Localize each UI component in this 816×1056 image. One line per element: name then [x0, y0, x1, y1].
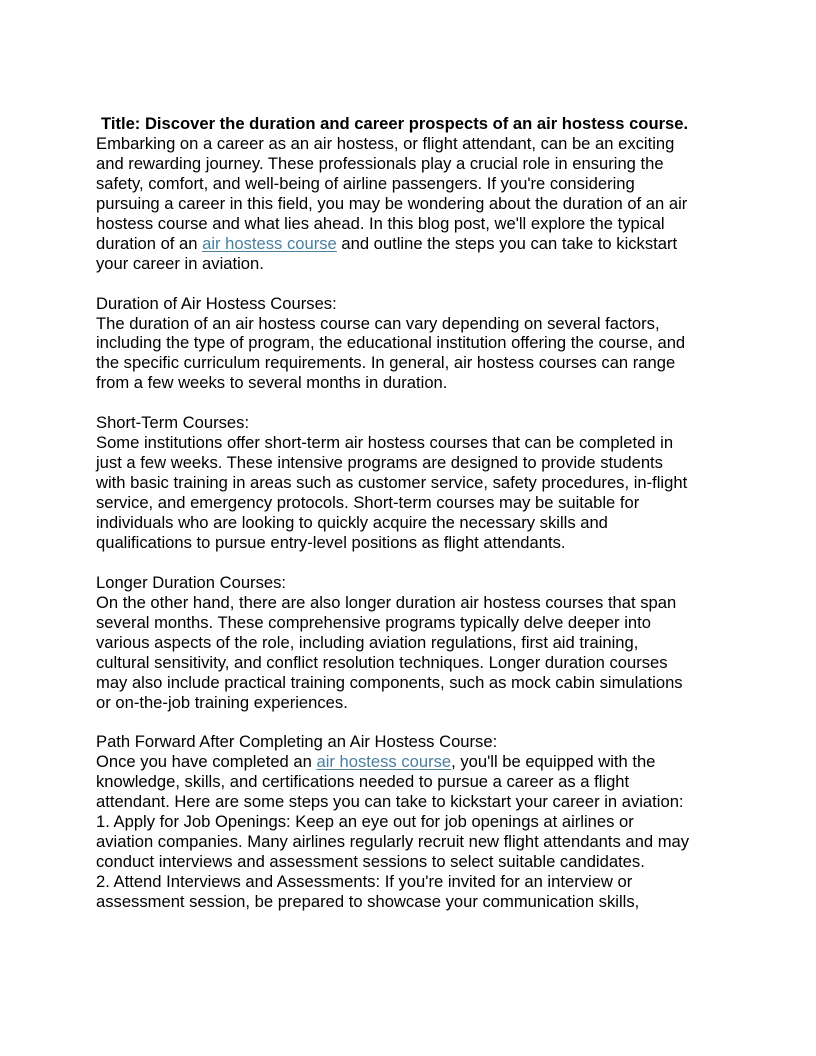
- section-heading: Duration of Air Hostess Courses:: [96, 293, 337, 313]
- section-heading: Short-Term Courses:: [96, 413, 250, 433]
- paragraph-line: On the other hand, there are also longer duration air hostess courses that span: [96, 592, 677, 612]
- text-segment: and outline the steps you can take to kickstart: [336, 233, 678, 253]
- text-segment: Once you have completed an: [96, 752, 317, 772]
- longer-duration-section: [96, 573, 726, 713]
- paragraph-line-with-link: [96, 752, 726, 772]
- text-segment: duration of an: [96, 233, 203, 253]
- paragraph-line: qualifications to pursue entry-level positions as flight attendants.: [96, 532, 566, 552]
- paragraph-line: attendant. Here are some steps you can take to kickstart your career in aviation:: [96, 792, 684, 812]
- paragraph-line: your career in aviation.: [96, 253, 264, 273]
- paragraph-line: several months. These comprehensive programs typically delve deeper into: [96, 612, 651, 632]
- paragraph-line: or on-the-job training experiences.: [96, 692, 348, 712]
- spacer: [96, 393, 726, 413]
- paragraph-line: various aspects of the role, including aviation regulations, first aid training,: [96, 632, 639, 652]
- paragraph-line: 2. Attend Interviews and Assessments: If you're invited for an interview or: [96, 872, 633, 892]
- paragraph-line: from a few weeks to several months in duration.: [96, 373, 448, 393]
- paragraph-line: safety, comfort, and well-being of airline passengers. If you're considering: [96, 173, 635, 193]
- paragraph-line: may also include practical training components, such as mock cabin simulations: [96, 672, 683, 692]
- paragraph-line: service, and emergency protocols. Short-term courses may be suitable for: [96, 493, 640, 513]
- document-body: [96, 114, 726, 912]
- paragraph-line: including the type of program, the educational institution offering the course, and: [96, 333, 686, 353]
- paragraph-line: conduct interviews and assessment sessions to select suitable candidates.: [96, 852, 645, 872]
- short-term-section: [96, 413, 726, 553]
- paragraph-line: aviation companies. Many airlines regularly recruit new flight attendants and may: [96, 832, 690, 852]
- paragraph-line: individuals who are looking to quickly acquire the necessary skills and: [96, 513, 608, 533]
- air-hostess-course-link[interactable]: air hostess course: [316, 752, 452, 772]
- document-title: Title: Discover the duration and career prospects of an air hostess course.: [101, 114, 689, 133]
- paragraph-line: The duration of an air hostess course can vary depending on several factors,: [96, 313, 660, 333]
- paragraph-line: just a few weeks. These intensive programs are designed to provide students: [96, 453, 663, 473]
- path-forward-section: [96, 732, 726, 912]
- paragraph-line: and rewarding journey. These professionals play a crucial role in ensuring the: [96, 153, 664, 173]
- intro-paragraph: [96, 134, 726, 274]
- paragraph-line: with basic training in areas such as customer service, safety procedures, in-flight: [96, 473, 688, 493]
- paragraph-line: 1. Apply for Job Openings: Keep an eye out for job openings at airlines or: [96, 812, 634, 832]
- paragraph-line: hostess course and what lies ahead. In this blog post, we'll explore the typical: [96, 213, 665, 233]
- duration-section: [96, 294, 726, 394]
- air-hostess-course-link[interactable]: air hostess course: [202, 233, 337, 253]
- paragraph-line-with-link: [96, 234, 726, 254]
- spacer: [96, 713, 726, 733]
- paragraph-line: Some institutions offer short-term air hostess courses that can be completed in: [96, 433, 674, 453]
- spacer: [96, 553, 726, 573]
- paragraph-line: Embarking on a career as an air hostess, or flight attendant, can be an exciting: [96, 133, 675, 153]
- paragraph-line: assessment session, be prepared to showcase your communication skills,: [96, 892, 640, 912]
- text-segment: , you'll be equipped with the: [451, 752, 656, 772]
- section-heading: Longer Duration Courses:: [96, 572, 287, 592]
- paragraph-line: cultural sensitivity, and conflict resolution techniques. Longer duration courses: [96, 652, 668, 672]
- section-heading: Path Forward After Completing an Air Hostess Course:: [96, 732, 498, 752]
- paragraph-line: the specific curriculum requirements. In general, air hostess courses can range: [96, 353, 676, 373]
- paragraph-line: knowledge, skills, and certifications needed to pursue a career as a flight: [96, 772, 630, 792]
- paragraph-line: pursuing a career in this field, you may be wondering about the duration of an air: [96, 193, 688, 213]
- spacer: [96, 274, 726, 294]
